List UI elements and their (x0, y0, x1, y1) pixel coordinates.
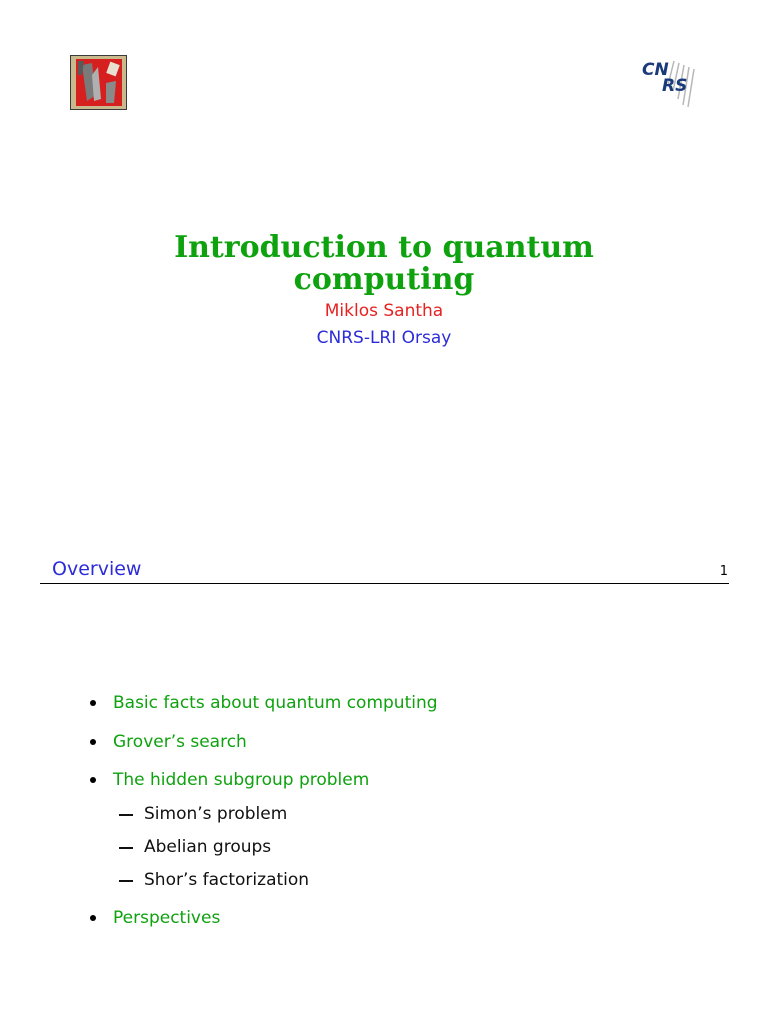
svg-text:CN: CN (642, 60, 669, 80)
list-item: Basic facts about quantum computing (113, 693, 438, 713)
slide-header: Overview (52, 558, 142, 580)
header-rule (40, 583, 729, 584)
title-line-1: Introduction to quantum (174, 230, 594, 265)
affiliation: CNRS-LRI Orsay (316, 328, 452, 348)
svg-text:RS: RS (662, 76, 688, 96)
lri-logo (70, 55, 127, 110)
list-item: Grover’s search (113, 732, 247, 752)
bullet-icon (89, 738, 98, 747)
slide-title (0, 232, 768, 296)
page-number: 1 (719, 564, 728, 579)
dash-icon (119, 814, 133, 816)
overview-slide (0, 512, 768, 1024)
sub-list-item: Shor’s factorization (144, 870, 310, 890)
bullet-icon (89, 776, 98, 785)
author-name: Miklos Santha (324, 301, 444, 321)
bullet-icon (89, 914, 98, 923)
dash-icon (119, 880, 133, 882)
cnrs-logo (638, 55, 700, 111)
sub-list-item: Abelian groups (144, 837, 272, 857)
list-item: Perspectives (113, 908, 221, 928)
sub-list-item: Simon’s problem (144, 804, 288, 824)
title-line-2: computing (293, 262, 475, 297)
dash-icon (119, 847, 133, 849)
bullet-icon (89, 699, 98, 708)
list-item: The hidden subgroup problem (113, 770, 370, 790)
